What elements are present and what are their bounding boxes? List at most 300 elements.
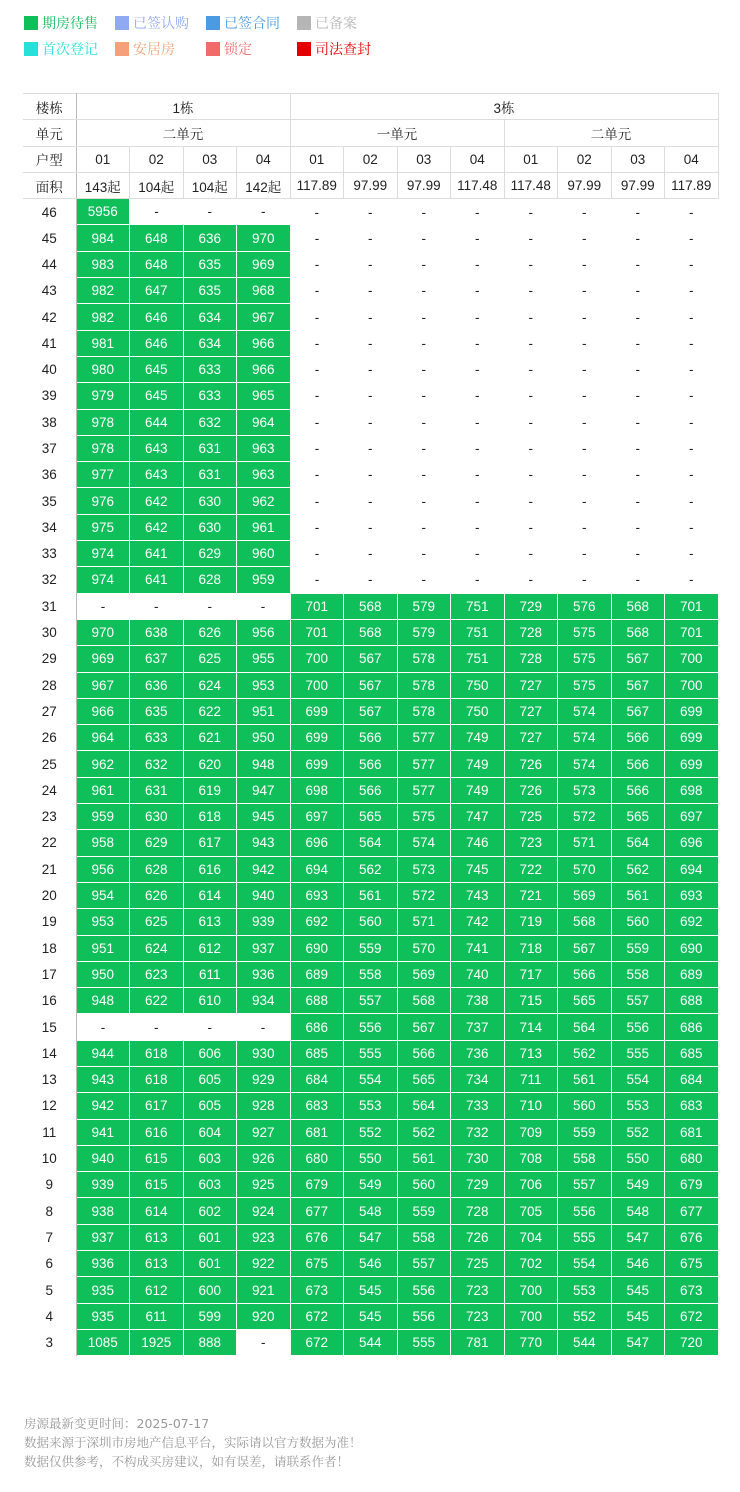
unit-cell-available: 677 bbox=[665, 1198, 719, 1224]
unit-cell-available: 951 bbox=[76, 935, 130, 961]
unit-cell-available: 689 bbox=[665, 961, 719, 987]
floor-number: 22 bbox=[23, 830, 76, 856]
unit-cell-available: 555 bbox=[558, 1224, 612, 1250]
table-row bbox=[23, 882, 718, 908]
unit-row bbox=[23, 120, 718, 146]
unit-cell-available: 645 bbox=[130, 383, 184, 409]
unit-cell-available: 636 bbox=[130, 672, 184, 698]
unit-cell-available: 574 bbox=[397, 830, 451, 856]
floor-number: 26 bbox=[23, 725, 76, 751]
unit-cell-empty: - bbox=[475, 546, 480, 562]
unit-cell-available: 751 bbox=[451, 619, 505, 645]
unit-cell-available: 927 bbox=[237, 1119, 291, 1145]
unit-cell-available: 708 bbox=[504, 1145, 558, 1171]
unit-cell-available: 962 bbox=[237, 488, 291, 514]
unit-cell-available: 978 bbox=[76, 435, 130, 461]
area-header: 117.48 bbox=[451, 172, 505, 198]
unit-cell-empty: - bbox=[582, 467, 587, 483]
unit-cell-available: 613 bbox=[130, 1251, 184, 1277]
area-header: 143起 bbox=[76, 172, 130, 198]
unit-cell-available: 625 bbox=[130, 909, 184, 935]
table-row bbox=[23, 751, 718, 777]
unit-cell-available: 556 bbox=[611, 1014, 665, 1040]
unit-cell-available: 561 bbox=[611, 882, 665, 908]
unit-cell-available: 954 bbox=[76, 882, 130, 908]
unit-cell-available: 544 bbox=[344, 1329, 398, 1355]
unit-cell-available: 546 bbox=[611, 1251, 665, 1277]
table-row bbox=[23, 1119, 718, 1145]
unit-cell-empty: - bbox=[635, 467, 640, 483]
unit-cell-empty: - bbox=[261, 1335, 266, 1351]
table-row bbox=[23, 1145, 718, 1171]
unit-cell-empty: - bbox=[154, 1019, 159, 1035]
unit-cell-available: 619 bbox=[183, 777, 237, 803]
unit-cell-available: 749 bbox=[451, 725, 505, 751]
unit-cell-empty: - bbox=[421, 441, 426, 456]
unit-cell-available: 558 bbox=[344, 961, 398, 987]
area-row bbox=[23, 172, 718, 198]
unit-cell-available: 565 bbox=[344, 804, 398, 830]
unit-cell-available: 679 bbox=[290, 1172, 344, 1198]
unit-cell-available: 721 bbox=[504, 882, 558, 908]
update-time: 房源最新变更时间：2025-07-17 bbox=[24, 1416, 210, 1431]
unit-header: 二单元 bbox=[504, 120, 718, 146]
unit-cell-empty: - bbox=[582, 414, 587, 430]
unit-cell-available: 578 bbox=[397, 646, 451, 672]
unit-cell-available: 616 bbox=[183, 856, 237, 882]
unit-cell-available: 950 bbox=[237, 725, 291, 751]
unit-cell-empty: - bbox=[528, 256, 533, 272]
table-row bbox=[23, 541, 718, 567]
unit-cell-empty: - bbox=[582, 441, 587, 456]
unit-cell-available: 568 bbox=[611, 619, 665, 645]
unit-cell-available: 725 bbox=[451, 1251, 505, 1277]
unit-cell-available: 689 bbox=[290, 961, 344, 987]
unit-cell-available: 747 bbox=[451, 804, 505, 830]
unit-cell-available: 943 bbox=[76, 1066, 130, 1092]
unit-cell-available: 929 bbox=[237, 1066, 291, 1092]
unit-cell-available: 624 bbox=[183, 672, 237, 698]
unit-cell-available: 943 bbox=[237, 830, 291, 856]
unit-cell-available: 623 bbox=[130, 961, 184, 987]
unit-cell-available: 575 bbox=[558, 646, 612, 672]
unit-cell-available: 554 bbox=[344, 1066, 398, 1092]
unit-cell-available: 727 bbox=[504, 698, 558, 724]
unit-cell-available: 545 bbox=[611, 1277, 665, 1303]
floor-number: 10 bbox=[23, 1145, 76, 1171]
unit-cell-available: 641 bbox=[130, 541, 184, 567]
unit-cell-available: 602 bbox=[183, 1198, 237, 1224]
unit-cell-available: 969 bbox=[237, 251, 291, 277]
legend-item bbox=[206, 13, 297, 33]
unit-cell-available: 700 bbox=[504, 1303, 558, 1329]
unit-cell-empty: - bbox=[314, 493, 320, 509]
unit-cell-available: 732 bbox=[451, 1119, 505, 1145]
unit-cell-available: 549 bbox=[611, 1172, 665, 1198]
unit-cell-available: 955 bbox=[237, 646, 291, 672]
unit-cell-available: 686 bbox=[290, 1014, 344, 1040]
unit-cell-empty: - bbox=[368, 414, 373, 430]
unit-cell-available: 936 bbox=[237, 961, 291, 987]
legend-label: 司法查封 bbox=[315, 42, 371, 58]
unit-cell-available: 723 bbox=[451, 1277, 505, 1303]
unit-cell-available: 953 bbox=[237, 672, 291, 698]
table-row bbox=[23, 1303, 718, 1329]
unit-cell-available: 557 bbox=[397, 1251, 451, 1277]
unit-cell-empty: - bbox=[421, 414, 426, 430]
legend-swatch bbox=[206, 42, 220, 56]
unit-cell-empty: - bbox=[314, 204, 319, 220]
unit-cell-empty: - bbox=[368, 283, 373, 299]
unit-cell-available: 613 bbox=[183, 909, 237, 935]
unit-cell-available: 1925 bbox=[130, 1329, 184, 1355]
unit-cell-available: 560 bbox=[558, 1093, 612, 1119]
unit-cell-empty: - bbox=[421, 546, 426, 562]
unit-cell-available: 730 bbox=[451, 1145, 505, 1171]
unit-cell-available: 701 bbox=[290, 619, 344, 645]
unit-cell-available: 547 bbox=[611, 1329, 665, 1355]
unit-cell-available: 578 bbox=[397, 672, 451, 698]
unit-cell-available: 566 bbox=[397, 1040, 451, 1066]
unit-cell-empty: - bbox=[689, 572, 694, 588]
unit-cell-available: 720 bbox=[665, 1329, 719, 1355]
unit-cell-available: 963 bbox=[237, 435, 291, 461]
building-row bbox=[23, 94, 718, 120]
unit-cell-empty: - bbox=[421, 309, 426, 325]
unit-cell-empty: - bbox=[368, 230, 373, 246]
unit-cell-available: 675 bbox=[290, 1251, 344, 1277]
unit-cell-empty: - bbox=[582, 519, 587, 535]
unit-cell-available: 964 bbox=[237, 409, 291, 435]
unit-cell-available: 699 bbox=[290, 698, 344, 724]
unit-cell-empty: - bbox=[421, 467, 426, 483]
unit-cell-available: 566 bbox=[344, 751, 398, 777]
legend-label: 已备案 bbox=[315, 16, 357, 32]
unit-cell-available: 567 bbox=[344, 672, 398, 698]
unit-cell-available: 923 bbox=[237, 1224, 291, 1250]
floor-number: 5 bbox=[23, 1277, 76, 1303]
unit-cell-empty: - bbox=[475, 362, 480, 378]
unit-cell-available: 683 bbox=[665, 1093, 719, 1119]
unit-cell-available: 630 bbox=[183, 488, 237, 514]
floor-number: 45 bbox=[23, 225, 76, 251]
table-row bbox=[23, 935, 718, 961]
unit-header: 一单元 bbox=[290, 120, 504, 146]
unit-cell-empty: - bbox=[635, 441, 640, 456]
unit-cell-empty: - bbox=[689, 546, 694, 562]
table-row bbox=[23, 567, 718, 593]
unit-cell-available: 562 bbox=[344, 856, 398, 882]
unit-cell-empty: - bbox=[689, 388, 694, 404]
unit-cell-empty: - bbox=[368, 335, 373, 351]
unit-cell-available: 610 bbox=[183, 988, 237, 1014]
unit-cell-available: 601 bbox=[183, 1251, 237, 1277]
unit-cell-available: 698 bbox=[290, 777, 344, 803]
unit-cell-empty: - bbox=[689, 467, 694, 483]
unit-cell-available: 569 bbox=[558, 882, 612, 908]
floor-number: 19 bbox=[23, 909, 76, 935]
area-header: 104起 bbox=[183, 172, 237, 198]
table-row bbox=[23, 1251, 718, 1277]
unit-cell-available: 630 bbox=[130, 804, 184, 830]
unit-cell-available: 575 bbox=[558, 672, 612, 698]
table-row bbox=[23, 1172, 718, 1198]
table-row bbox=[23, 988, 718, 1014]
disclaimer: 数据仅供参考，不构成买房建议，如有误差，请联系作者！ bbox=[24, 1454, 350, 1469]
unit-cell-available: 634 bbox=[183, 330, 237, 356]
unit-cell-available: 568 bbox=[558, 909, 612, 935]
area-header: 97.99 bbox=[611, 172, 665, 198]
floor-number: 41 bbox=[23, 330, 76, 356]
unit-cell-empty: - bbox=[475, 283, 480, 299]
unit-cell-available: 966 bbox=[237, 330, 291, 356]
unit-cell-available: 641 bbox=[130, 567, 184, 593]
unit-cell-available: 577 bbox=[397, 725, 451, 751]
table-row bbox=[23, 619, 718, 645]
unit-cell-empty: - bbox=[314, 388, 320, 404]
unit-cell-empty: - bbox=[368, 362, 373, 378]
unit-cell-available: 549 bbox=[344, 1172, 398, 1198]
unit-cell-available: 982 bbox=[76, 304, 130, 330]
unit-cell-available: 647 bbox=[130, 278, 184, 304]
unit-cell-available: 603 bbox=[183, 1145, 237, 1171]
unit-cell-empty: - bbox=[314, 283, 320, 299]
unit-cell-available: 940 bbox=[237, 882, 291, 908]
unit-cell-available: 704 bbox=[504, 1224, 558, 1250]
unit-cell-available: 709 bbox=[504, 1119, 558, 1145]
unit-cell-available: 746 bbox=[451, 830, 505, 856]
unit-price-table bbox=[23, 93, 719, 1356]
unit-cell-available: 560 bbox=[397, 1172, 451, 1198]
unit-cell-available: 631 bbox=[183, 435, 237, 461]
unit-cell-available: 961 bbox=[237, 514, 291, 540]
unit-cell-available: 959 bbox=[237, 567, 291, 593]
area-header: 117.48 bbox=[504, 172, 558, 198]
type-header: 01 bbox=[504, 146, 558, 172]
unit-cell-available: 697 bbox=[290, 804, 344, 830]
unit-cell-empty: - bbox=[582, 256, 587, 272]
unit-cell-available: 617 bbox=[183, 830, 237, 856]
table-row bbox=[23, 356, 718, 382]
floor-number: 17 bbox=[23, 961, 76, 987]
unit-cell-available: 751 bbox=[451, 646, 505, 672]
floor-number: 33 bbox=[23, 541, 76, 567]
legend-label: 首次登记 bbox=[42, 42, 98, 58]
unit-cell-available: 562 bbox=[397, 1119, 451, 1145]
type-header: 03 bbox=[183, 146, 237, 172]
unit-cell-available: 629 bbox=[130, 830, 184, 856]
unit-cell-available: 941 bbox=[76, 1119, 130, 1145]
legend-item bbox=[297, 39, 388, 59]
unit-cell-empty: - bbox=[582, 309, 587, 325]
floor-number: 32 bbox=[23, 567, 76, 593]
unit-cell-empty: - bbox=[635, 362, 640, 378]
unit-cell-empty: - bbox=[528, 362, 533, 378]
unit-cell-available: 559 bbox=[344, 935, 398, 961]
unit-cell-available: 737 bbox=[451, 1014, 505, 1040]
unit-cell-available: 603 bbox=[183, 1172, 237, 1198]
unit-cell-available: 570 bbox=[558, 856, 612, 882]
legend-item bbox=[297, 13, 388, 33]
unit-cell-available: 742 bbox=[451, 909, 505, 935]
floor-number: 39 bbox=[23, 383, 76, 409]
unit-cell-empty: - bbox=[689, 493, 694, 509]
unit-cell-empty: - bbox=[689, 283, 694, 299]
unit-cell-available: 576 bbox=[558, 593, 612, 619]
unit-cell-available: 644 bbox=[130, 409, 184, 435]
unit-cell-available: 921 bbox=[237, 1277, 291, 1303]
unit-cell-available: 575 bbox=[397, 804, 451, 830]
unit-cell-available: 618 bbox=[130, 1066, 184, 1092]
unit-cell-available: 548 bbox=[611, 1198, 665, 1224]
unit-cell-empty: - bbox=[475, 441, 480, 456]
row-label: 面积 bbox=[23, 172, 76, 198]
unit-cell-available: 553 bbox=[611, 1093, 665, 1119]
unit-cell-empty: - bbox=[582, 283, 587, 299]
unit-cell-available: 643 bbox=[130, 435, 184, 461]
floor-rows bbox=[23, 199, 718, 1356]
table-row bbox=[23, 199, 718, 225]
unit-cell-available: 967 bbox=[76, 672, 130, 698]
unit-cell-empty: - bbox=[421, 335, 426, 351]
unit-cell-empty: - bbox=[368, 546, 373, 562]
unit-cell-available: 733 bbox=[451, 1093, 505, 1119]
type-header: 03 bbox=[611, 146, 665, 172]
unit-cell-available: 781 bbox=[451, 1329, 505, 1355]
type-header: 01 bbox=[76, 146, 130, 172]
type-header: 02 bbox=[344, 146, 398, 172]
unit-cell-empty: - bbox=[528, 467, 533, 483]
unit-cell-available: 631 bbox=[130, 777, 184, 803]
unit-cell-available: 684 bbox=[665, 1066, 719, 1092]
unit-cell-empty: - bbox=[635, 519, 640, 535]
building-header: 3栋 bbox=[290, 94, 718, 120]
unit-cell-empty: - bbox=[635, 230, 640, 246]
unit-cell-available: 550 bbox=[611, 1145, 665, 1171]
table-row bbox=[23, 278, 718, 304]
unit-cell-available: 936 bbox=[76, 1251, 130, 1277]
unit-cell-available: 727 bbox=[504, 725, 558, 751]
unit-cell-available: 564 bbox=[397, 1093, 451, 1119]
unit-cell-available: 935 bbox=[76, 1277, 130, 1303]
unit-cell-available: 983 bbox=[76, 251, 130, 277]
unit-cell-available: 566 bbox=[611, 725, 665, 751]
unit-cell-available: 922 bbox=[237, 1251, 291, 1277]
unit-cell-empty: - bbox=[260, 1019, 266, 1035]
unit-cell-available: 951 bbox=[237, 698, 291, 724]
unit-cell-empty: - bbox=[368, 388, 373, 404]
floor-number: 35 bbox=[23, 488, 76, 514]
unit-cell-available: 690 bbox=[665, 935, 719, 961]
unit-cell-available: 633 bbox=[130, 725, 184, 751]
table-row bbox=[23, 1093, 718, 1119]
floor-number: 12 bbox=[23, 1093, 76, 1119]
unit-cell-available: 736 bbox=[451, 1040, 505, 1066]
unit-cell-available: 950 bbox=[76, 961, 130, 987]
unit-cell-available: 552 bbox=[344, 1119, 398, 1145]
floor-number: 20 bbox=[23, 882, 76, 908]
floor-number: 13 bbox=[23, 1066, 76, 1092]
unit-cell-available: 611 bbox=[183, 961, 237, 987]
unit-header: 二单元 bbox=[76, 120, 290, 146]
unit-cell-available: 561 bbox=[397, 1145, 451, 1171]
floor-number: 4 bbox=[23, 1303, 76, 1329]
unit-cell-available: 574 bbox=[558, 698, 612, 724]
unit-cell-empty: - bbox=[421, 230, 426, 246]
unit-cell-available: 925 bbox=[237, 1172, 291, 1198]
unit-cell-available: 723 bbox=[451, 1303, 505, 1329]
unit-cell-available: 926 bbox=[237, 1145, 291, 1171]
unit-cell-available: 567 bbox=[344, 698, 398, 724]
unit-cell-available: 633 bbox=[183, 383, 237, 409]
unit-cell-available: 938 bbox=[76, 1198, 130, 1224]
type-header: 04 bbox=[451, 146, 505, 172]
table-row bbox=[23, 462, 718, 488]
unit-cell-available: 958 bbox=[76, 830, 130, 856]
unit-cell-available: 680 bbox=[665, 1145, 719, 1171]
unit-cell-empty: - bbox=[635, 493, 640, 509]
unit-cell-available: 626 bbox=[130, 882, 184, 908]
unit-cell-available: 545 bbox=[611, 1303, 665, 1329]
unit-cell-available: 545 bbox=[344, 1277, 398, 1303]
unit-cell-empty: - bbox=[475, 309, 480, 325]
unit-cell-empty: - bbox=[528, 441, 533, 456]
legend-swatch bbox=[24, 16, 38, 30]
unit-cell-available: 750 bbox=[451, 698, 505, 724]
unit-cell-available: 953 bbox=[76, 909, 130, 935]
unit-cell-available: 981 bbox=[76, 330, 130, 356]
unit-cell-available: 719 bbox=[504, 909, 558, 935]
legend-item bbox=[115, 13, 206, 33]
unit-cell-available: 942 bbox=[237, 856, 291, 882]
unit-cell-available: 679 bbox=[665, 1172, 719, 1198]
floor-number: 44 bbox=[23, 251, 76, 277]
unit-cell-available: 970 bbox=[237, 225, 291, 251]
unit-cell-available: 552 bbox=[611, 1119, 665, 1145]
legend-swatch bbox=[206, 16, 220, 30]
floor-number: 14 bbox=[23, 1040, 76, 1066]
table-row bbox=[23, 909, 718, 935]
unit-cell-available: 566 bbox=[344, 777, 398, 803]
unit-cell-empty: - bbox=[100, 598, 106, 614]
area-header: 142起 bbox=[237, 172, 291, 198]
legend-item bbox=[24, 13, 115, 33]
unit-cell-empty: - bbox=[635, 309, 640, 325]
unit-cell-available: 947 bbox=[237, 777, 291, 803]
unit-cell-available: 974 bbox=[76, 567, 130, 593]
unit-cell-available: 743 bbox=[451, 882, 505, 908]
unit-cell-empty: - bbox=[689, 309, 694, 325]
unit-cell-available: 1085 bbox=[76, 1329, 130, 1355]
legend-swatch bbox=[115, 16, 129, 30]
unit-cell-available: 715 bbox=[504, 988, 558, 1014]
unit-cell-available: 547 bbox=[344, 1224, 398, 1250]
unit-cell-available: 606 bbox=[183, 1040, 237, 1066]
area-header: 104起 bbox=[130, 172, 184, 198]
unit-cell-empty: - bbox=[368, 441, 373, 456]
unit-cell-available: 728 bbox=[504, 619, 558, 645]
unit-cell-available: 688 bbox=[665, 988, 719, 1014]
unit-cell-available: 948 bbox=[76, 988, 130, 1014]
floor-number: 40 bbox=[23, 356, 76, 382]
unit-cell-available: 699 bbox=[665, 751, 719, 777]
floor-number: 38 bbox=[23, 409, 76, 435]
unit-cell-available: 572 bbox=[397, 882, 451, 908]
unit-cell-available: 700 bbox=[290, 672, 344, 698]
unit-cell-available: 559 bbox=[558, 1119, 612, 1145]
table-row bbox=[23, 1277, 718, 1303]
floor-number: 43 bbox=[23, 278, 76, 304]
